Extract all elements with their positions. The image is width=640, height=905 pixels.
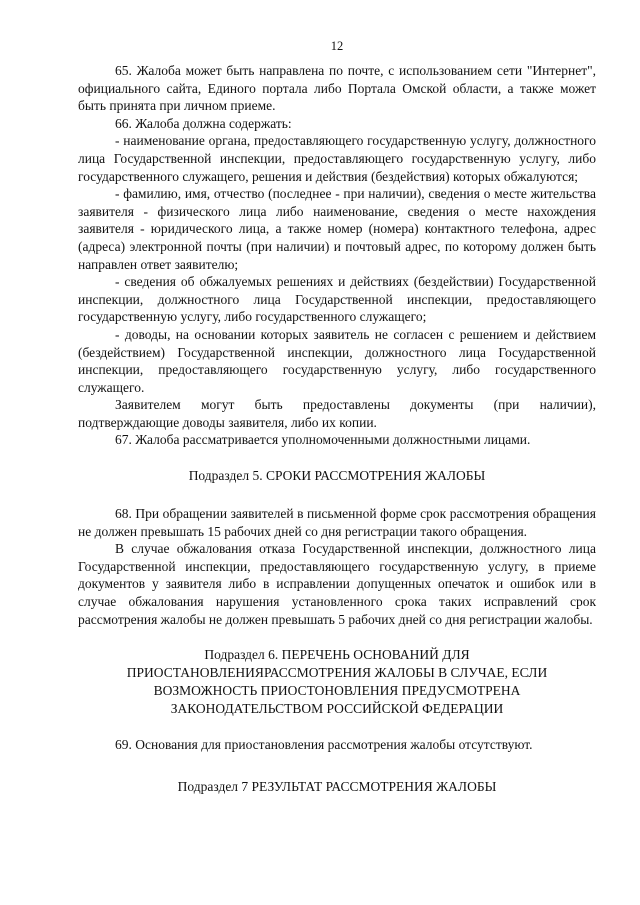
list-item-applicant-info: - фамилию, имя, отчество (последнее - при наличии), сведения о месте жительства заявителя - физического лица либо наименование, сведения о месте нахождения заявителя - юридического лица, а также номер (номера) контактного телефона, адрес (адреса) электронной почты (при наличии) и почтовый адрес, по которому должен быть направлен ответ заявителю; [78, 186, 596, 272]
list-item-appealed-decisions: - сведения об обжалуемых решениях и действиях (бездействии) Государственной инспекции, должностного лица Государственной инспекции, предоставляющего государственную услугу, либо государственного служащего; [78, 274, 596, 325]
heading-subsection-7: Подраздел 7 РЕЗУЛЬТАТ РАССМОТРЕНИЯ ЖАЛОБЫ [177, 778, 497, 794]
paragraph-67: 67. Жалоба рассматривается уполномоченными должностными лицами. [115, 432, 531, 448]
list-item-authority: - наименование органа, предоставляющего государственную услугу, должностного лица Государственной инспекции, предоставляющего государственную услугу, либо государственного служащего, решения и действия (бездействия) которых обжалуются; [78, 133, 596, 184]
heading-subsection-6: Подраздел 6. ПЕРЕЧЕНЬ ОСНОВАНИЙ ДЛЯ ПРИОСТАНОВЛЕНИЯРАССМОТРЕНИЯ ЖАЛОБЫ В СЛУЧАЕ, ЕСЛИ ВОЗМОЖНОСТЬ ПРИОСТОНОВЛЕНИЯ ПРЕДУСМОТРЕНА ЗАКОНОДАТЕЛЬСТВОМ РОССИЙСКОЙ ФЕДЕРАЦИИ [126, 647, 548, 717]
paragraph-68: 68. При обращении заявителей в письменной форме срок рассмотрения обращения не должен превышать 15 рабочих дней со дня регистрации такого обращения. [78, 506, 596, 539]
paragraph-66: 66. Жалоба должна содержать: [115, 115, 292, 131]
paragraph-refusal-appeal: В случае обжалования отказа Государственной инспекции, должностного лица Государственной инспекции, предоставляющего государственную услугу, в приеме документов у заявителя либо в исправлении допущенных опечаток и ошибок или в случае обжалования нарушения установленного срока таких исправлений срок рассмотрения жалобы не должен превышать 5 рабочих дней со дня регистрации жалобы. [78, 541, 596, 627]
list-item-arguments: - доводы, на основании которых заявитель не согласен с решением и действием (бездействием) Государственной инспекции, должностного лица Государственной инспекции, предоставляющего государственную услугу, либо государственного служащего. [78, 326, 596, 395]
page-number: 12 [330, 39, 344, 53]
heading-subsection-5: Подраздел 5. СРОКИ РАССМОТРЕНИЯ ЖАЛОБЫ [188, 468, 486, 484]
paragraph-65: 65. Жалоба может быть направлена по почте, с использованием сети "Интернет", официального сайта, Единого портала либо Портала Омской области, а также может быть принята при личном приеме. [78, 63, 596, 114]
document-body [78, 62, 596, 796]
paragraph-documents: Заявителем могут быть предоставлены документы (при наличии), подтверждающие доводы заявителя, либо их копии. [78, 397, 596, 430]
paragraph-69: 69. Основания для приостановления рассмотрения жалобы отсутствуют. [115, 737, 533, 753]
